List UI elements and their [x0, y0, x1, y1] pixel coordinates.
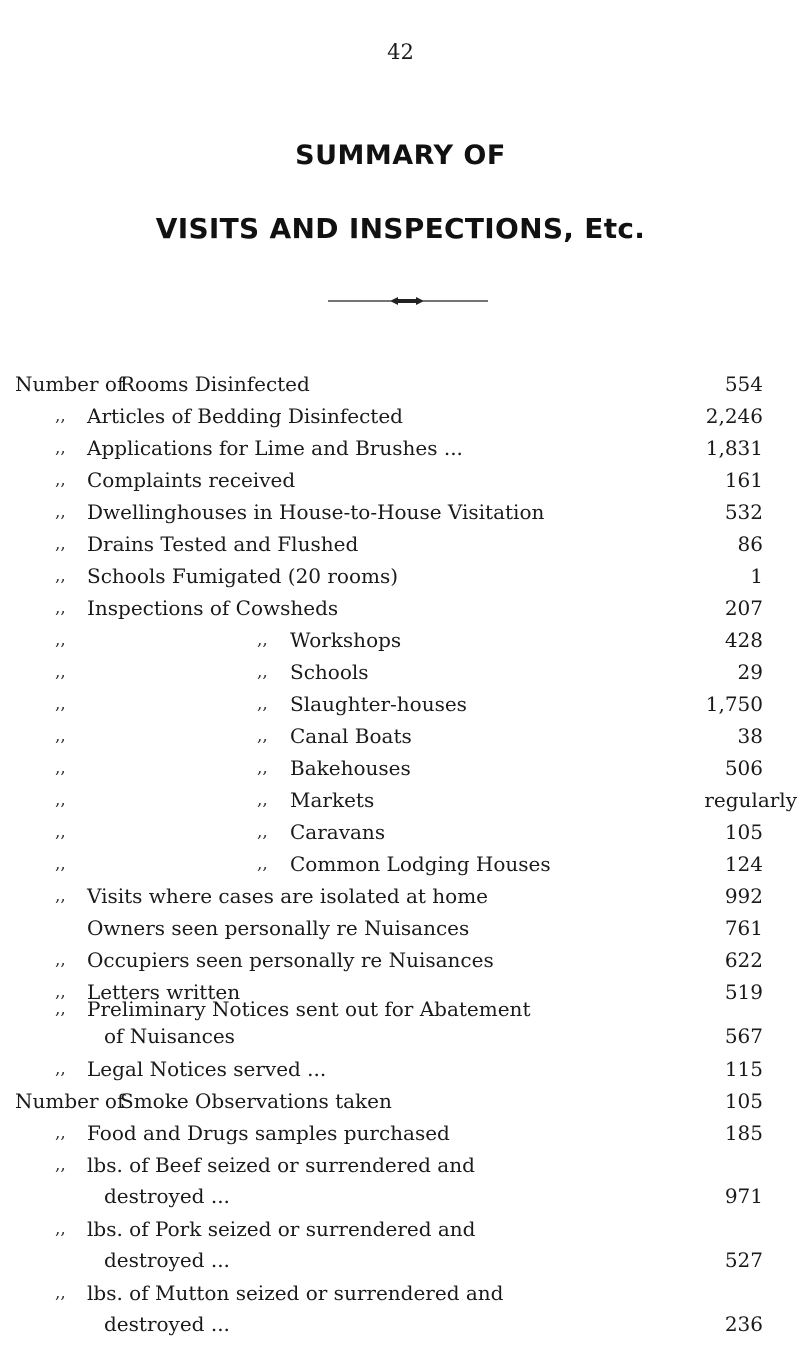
row-value: 1,831 [705, 436, 763, 460]
row-value: 86 [737, 532, 763, 556]
ditto-mark: ,, [55, 1059, 66, 1079]
ditto-mark: ,, [55, 790, 66, 810]
row-prefix: Number of [15, 372, 125, 396]
ditto-mark-secondary: ,, [257, 662, 268, 682]
table-row [0, 1020, 801, 1052]
table-row [0, 688, 801, 720]
row-value: 519 [724, 980, 763, 1004]
ditto-mark: ,, [55, 1219, 66, 1239]
row-value: 115 [724, 1057, 763, 1081]
ditto-mark: ,, [55, 758, 66, 778]
table-row [0, 1213, 801, 1245]
ditto-mark-secondary: ,, [257, 790, 268, 810]
row-value: 971 [724, 1184, 763, 1208]
row-label: Food and Drugs samples purchased [87, 1121, 450, 1145]
row-value: 207 [724, 596, 763, 620]
row-label: Schools Fumigated (20 rooms) [87, 564, 399, 588]
row-value: 622 [724, 948, 763, 972]
row-value: 554 [724, 372, 763, 396]
row-value: 428 [724, 628, 763, 652]
table-row [0, 848, 801, 880]
table-row [0, 784, 801, 816]
row-label: Visits where cases are isolated at home [87, 884, 489, 908]
ditto-mark: ,, [55, 982, 66, 1002]
row-value: 161 [724, 468, 763, 492]
row-label: destroyed ... [104, 1248, 230, 1272]
row-value: 567 [724, 1024, 763, 1048]
row-value: 2,246 [705, 404, 763, 428]
ditto-mark: ,, [55, 598, 66, 618]
ditto-mark: ,, [55, 950, 66, 970]
ditto-mark: ,, [55, 566, 66, 586]
table-row [0, 1244, 801, 1276]
table-row [0, 496, 801, 528]
ditto-mark: ,, [55, 438, 66, 458]
ditto-mark: ,, [55, 822, 66, 842]
row-label: Applications for Lime and Brushes ... [87, 436, 463, 460]
ditto-mark: ,, [55, 1283, 66, 1303]
table-row [0, 624, 801, 656]
row-label: Complaints received [87, 468, 296, 492]
row-value: 124 [724, 852, 763, 876]
row-label: Occupiers seen personally re Nuisances [87, 948, 494, 972]
row-label: Bakehouses [290, 756, 411, 780]
row-label: Drains Tested and Flushed [87, 532, 359, 556]
row-label: Common Lodging Houses [290, 852, 551, 876]
row-label: of Nuisances [104, 1024, 235, 1048]
table-row [0, 368, 801, 400]
ditto-mark: ,, [55, 886, 66, 906]
table-row [0, 400, 801, 432]
row-label: Slaughter-houses [290, 692, 467, 716]
row-label: Inspections of Cowsheds [87, 596, 339, 620]
row-label: lbs. of Beef seized or surrendered and [87, 1153, 475, 1177]
row-value: 506 [724, 756, 763, 780]
ditto-mark: ,, [55, 1123, 66, 1143]
row-value: 532 [724, 500, 763, 524]
table-row [0, 1085, 801, 1117]
ditto-mark: ,, [55, 406, 66, 426]
row-label: Legal Notices served ... [87, 1057, 327, 1081]
table-row [0, 880, 801, 912]
table-row [0, 944, 801, 976]
row-label: Dwellinghouses in House-to-House Visitation [87, 500, 545, 524]
ditto-mark: ,, [55, 726, 66, 746]
table-row [0, 656, 801, 688]
ditto-mark-secondary: ,, [257, 758, 268, 778]
table-row [0, 1053, 801, 1085]
row-prefix: Number of [15, 1089, 125, 1113]
table-row [0, 592, 801, 624]
row-label: Markets [290, 788, 375, 812]
row-label: Schools [290, 660, 369, 684]
row-value: 38 [737, 724, 763, 748]
ditto-mark: ,, [55, 1155, 66, 1175]
row-label: Letters written [87, 980, 241, 1004]
row-label: Preliminary Notices sent out for Abatement [87, 997, 531, 1021]
ditto-mark: ,, [55, 854, 66, 874]
ditto-mark: ,, [55, 662, 66, 682]
ditto-mark: ,, [55, 502, 66, 522]
row-value: regularly [704, 788, 797, 812]
row-label: Articles of Bedding Disinfected [87, 404, 403, 428]
table-row [0, 528, 801, 560]
ditto-mark-secondary: ,, [257, 726, 268, 746]
row-value: 761 [724, 916, 763, 940]
row-value: 992 [724, 884, 763, 908]
table-row [0, 752, 801, 784]
row-value: 29 [737, 660, 763, 684]
table-row [0, 432, 801, 464]
row-value: 105 [724, 820, 763, 844]
ditto-mark-secondary: ,, [257, 854, 268, 874]
row-label: Canal Boats [290, 724, 412, 748]
ditto-mark: ,, [55, 999, 66, 1019]
table-row [0, 1180, 801, 1212]
ditto-mark-secondary: ,, [257, 822, 268, 842]
row-value: 1 [750, 564, 763, 588]
ditto-mark: ,, [55, 470, 66, 490]
row-label: lbs. of Mutton seized or surrendered and [87, 1281, 504, 1305]
row-label: Workshops [290, 628, 402, 652]
table-row [0, 1277, 801, 1309]
row-label: destroyed ... [104, 1312, 230, 1336]
table-row [0, 1149, 801, 1181]
ditto-mark: ,, [55, 534, 66, 554]
ditto-mark-secondary: ,, [257, 630, 268, 650]
table-row [0, 464, 801, 496]
page-number: 42 [387, 40, 414, 64]
divider-ornament [328, 296, 488, 306]
row-value: 1,750 [705, 692, 763, 716]
row-value: 527 [724, 1248, 763, 1272]
row-label: destroyed ... [104, 1184, 230, 1208]
table-row [0, 816, 801, 848]
table-row [0, 1117, 801, 1149]
row-label: Rooms Disinfected [120, 372, 310, 396]
row-label: Smoke Observations taken [120, 1089, 392, 1113]
table-row [0, 1308, 801, 1340]
row-value: 105 [724, 1089, 763, 1113]
ditto-mark: ,, [55, 630, 66, 650]
row-label: Owners seen personally re Nuisances [87, 916, 470, 940]
row-label: Caravans [290, 820, 386, 844]
ditto-mark-secondary: ,, [257, 694, 268, 714]
row-value: 185 [724, 1121, 763, 1145]
ditto-mark: ,, [55, 694, 66, 714]
table-row [0, 720, 801, 752]
row-label: lbs. of Pork seized or surrendered and [87, 1217, 476, 1241]
page-title: SUMMARY OF [295, 140, 506, 171]
page-subtitle: VISITS AND INSPECTIONS, Etc. [155, 212, 646, 245]
row-value: 236 [724, 1312, 763, 1336]
table-row [0, 912, 801, 944]
table-row [0, 560, 801, 592]
